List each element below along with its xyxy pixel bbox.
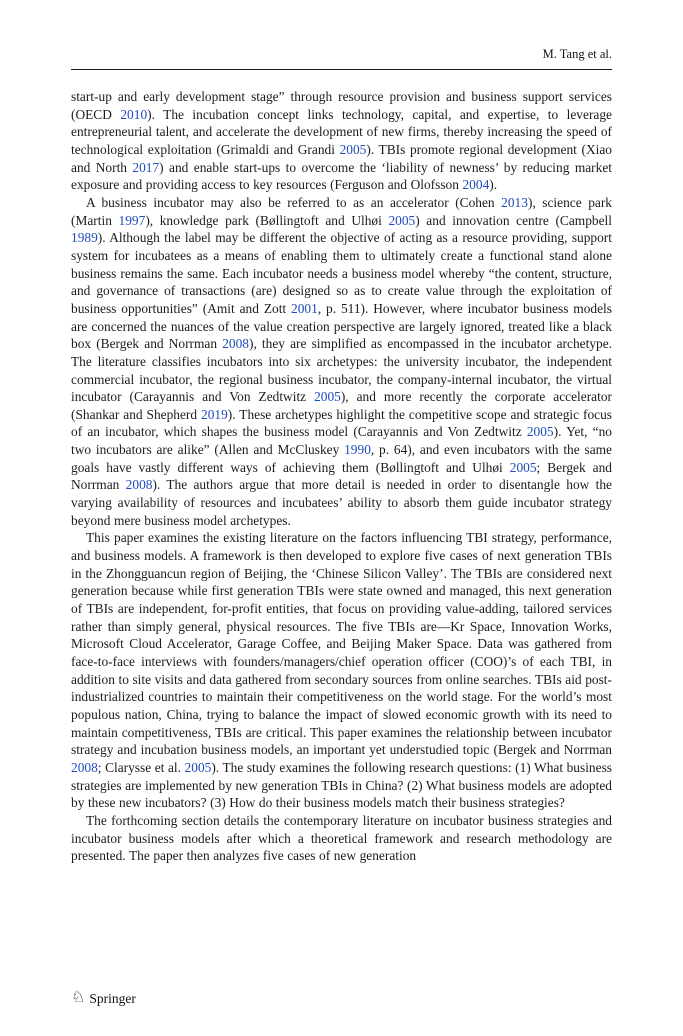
paragraph: The forthcoming section details the contemporary literature on incubator business strategies and incubator business models after which a theoretical framework and research methodology are presented. The paper then analyzes five cases of new generation	[71, 812, 612, 864]
paragraph: start-up and early development stage” through resource provision and business support services (OECD 2010). The incubation concept links technology, capital, and expertise, to leverage entrepreneurial talent, and accelerate the development of new firms, thereby increasing the speed of technological exploitation (Grimaldi and Grandi 2005). TBIs promote regional development (Xiao and North 2017) and enable start-ups to overcome the ‘liability of newness’ by reducing market exposure and providing access to key resources (Ferguson and Olofsson 2004).	[71, 89, 612, 193]
citation-link[interactable]: 2004	[462, 177, 490, 193]
citation-link[interactable]: 2005	[314, 389, 341, 405]
citation-link[interactable]: 2005	[339, 141, 367, 157]
citation-link[interactable]: 2013	[501, 194, 528, 210]
paragraph: A business incubator may also be referred to as an accelerator (Cohen 2013), science park (Martin 1997), knowledge park (Bøllingtoft and Ulhøi 2005) and innovation centre (Campbell 1989). Although the label may be different the objective of acting as a resource providing, support system for incubatees as a means of enabling them to ultimately create a functional stand alone business remains the same. Each incubator needs a business model whereby “the content, structure, and governance of transactions (are) designed so as to create value through the exploitation of business opportunities” (Amit and Zott 2001, p. 511). However, where incubator business models are concerned the nuances of the value creation perspective are largely ignored, treated like a black box (Bergek and Norrman 2008), they are simplified as encompassed in the incubator archetype. The literature classifies incubators into six archetypes: the university incubator, the independent commercial incubator, the regional business incubator, the company-internal incubator, the virtual incubator (Carayannis and Von Zedtwitz 2005), and more recently the corporate accelerator (Shankar and Shepherd 2019). These archetypes highlight the competitive scope and strategic focus of an incubator, which shapes the business model (Carayannis and Von Zedtwitz 2005). Yet, “no two incubators are alike” (Allen and McCluskey 1990, p. 64), and even incubators with the same goals have vastly different ways of achieving them (Bøllingtoft and Ulhøi 2005; Bergek and Norrman 2008). The authors argue that more detail is needed in order to disentangle how the varying availability of resources and incubatees’ ability to absorb them guide incubator strategy beyond mere business model archetypes.	[71, 194, 613, 528]
citation-link[interactable]: 2008	[125, 477, 153, 493]
header-rule	[71, 69, 612, 70]
citation-link[interactable]: 1989	[71, 230, 98, 246]
citation-link[interactable]: 2005	[388, 212, 416, 228]
citation-link[interactable]: 2005	[184, 759, 212, 775]
citation-link[interactable]: 2017	[132, 159, 160, 175]
page-header	[71, 0, 612, 70]
running-head: M. Tang et al.	[542, 47, 612, 61]
springer-logo-icon: ♘	[71, 989, 86, 1006]
page-footer	[71, 991, 136, 1007]
body-text	[71, 88, 612, 865]
publisher-name: Springer	[89, 991, 136, 1006]
citation-link[interactable]: 2008	[222, 336, 249, 352]
citation-link[interactable]: 2008	[71, 759, 98, 775]
citation-link[interactable]: 1990	[344, 442, 371, 458]
citation-link[interactable]: 1997	[118, 212, 146, 228]
citation-link[interactable]: 2005	[526, 424, 554, 440]
citation-link[interactable]: 2001	[291, 300, 318, 316]
citation-link[interactable]: 2010	[120, 106, 148, 122]
paragraph: This paper examines the existing literature on the factors influencing TBI strategy, performance, and business models. A framework is then developed to explore five cases of next generation TBIs in the Zhongguancun region of Beijing, the ‘Chinese Silicon Valley’. The TBIs are considered next generation because while first generation TBIs were state owned and managed, this next generation of TBIs are independent, for-profit entities, that focus on providing value-adding, tailored services rather than simply general, physical resources. The five TBIs are—Kr Space, Innovation Works, Microsoft Cloud Accelerator, Garage Coffee, and Beijing Maker Space. Data was gathered from face-to-face interviews with founders/managers/chief operation officer (COO)’s of each TBI, in addition to site visits and data gathered from secondary sources from online searches. TBIs aid post-industrialized countries to maintain their competitiveness on the world stage. For the world’s most populous nation, China, trying to balance the impact of slowed economic growth with its need to maintain competitiveness, TBIs are critical. This paper examines the relationship between incubator strategy and incubation business models, an important yet understudied topic (Bergek and Norrman 2008; Clarysse et al. 2005). The study examines the following research questions: (1) What business strategies are implemented by new generation TBIs in China? (2) What business models are adopted by these new incubators? (3) How do their business models match their business strategies?	[71, 530, 612, 811]
citation-link[interactable]: 2019	[201, 406, 228, 422]
citation-link[interactable]: 2005	[509, 459, 537, 475]
